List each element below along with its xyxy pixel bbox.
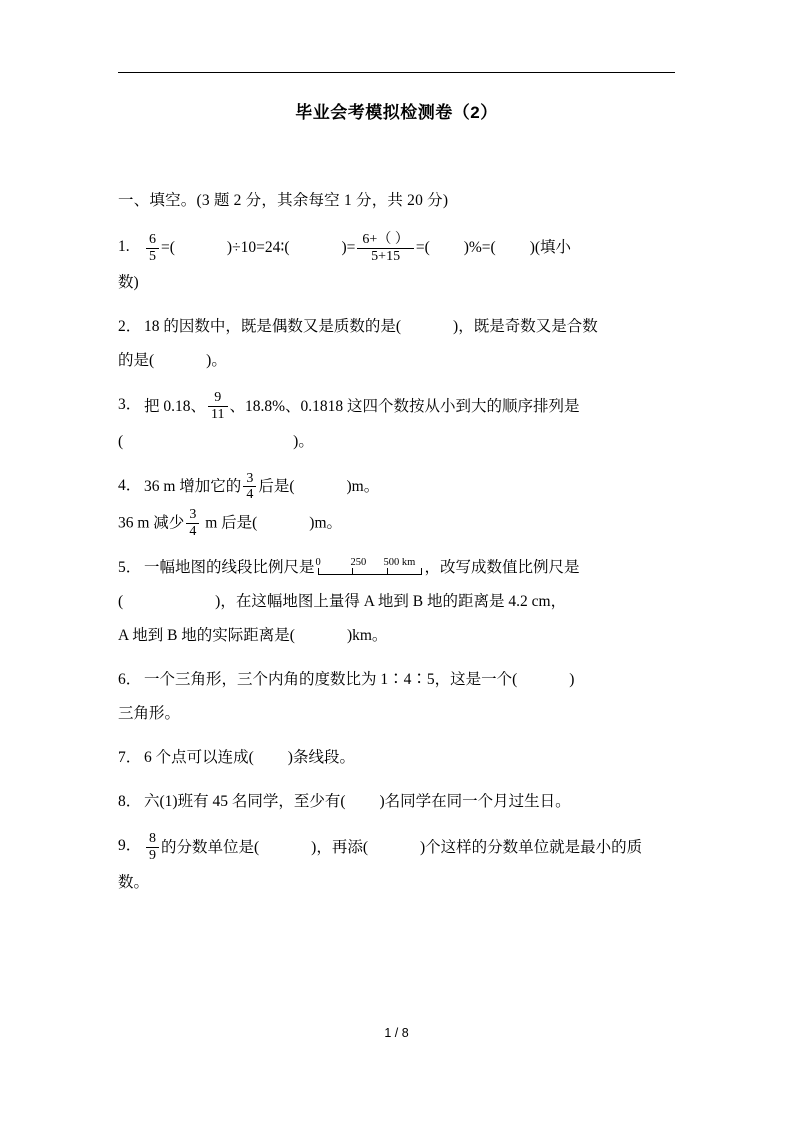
question-6-number: 6．: [118, 671, 142, 689]
question-1-body: [118, 232, 678, 298]
question-8-text-1: 六(1)班有 45 名同学，至少有(: [144, 793, 346, 811]
scale-label-500: 500 km: [383, 557, 416, 569]
question-4-text-5: m 后是(: [201, 514, 258, 532]
question-6-text-2: ): [569, 671, 575, 689]
fraction-numerator: 6: [149, 232, 156, 247]
question-5-text-3: (: [118, 593, 124, 611]
fraction-3-4: [243, 471, 256, 503]
section-heading: 一、填空。(3 题 2 分，其余每空 1 分，共 20 分): [118, 192, 449, 209]
fraction-3-4-b: [186, 507, 199, 539]
fraction-denominator: 4: [186, 523, 199, 540]
question-1-text-6: )(填小: [529, 239, 572, 257]
question-1-text-3: )=: [341, 239, 356, 257]
question-5-text-6: )km。: [346, 627, 388, 645]
scale-bar-tick-mid: [352, 568, 353, 575]
question-7-text-1: 6 个点可以连成(: [144, 749, 254, 767]
question-6-body: [118, 671, 678, 729]
fraction-denominator: 9: [146, 847, 159, 864]
question-1-number: 1.: [118, 238, 130, 255]
question-4-number: 4．: [118, 476, 142, 494]
fraction-9-11: [208, 390, 227, 422]
fraction-6-5: [146, 232, 159, 264]
question-5-number: 5．: [118, 559, 142, 577]
question-3-text-4: )。: [293, 432, 314, 450]
question-7-body: [144, 749, 355, 766]
question-2-line-2: [118, 346, 678, 376]
question-7-text-2: )条线段。: [287, 749, 355, 767]
fraction-numerator: 9: [214, 390, 222, 406]
question-2-text-4: )。: [206, 352, 227, 370]
question-5: [118, 553, 678, 651]
question-2-body: [118, 318, 678, 376]
question-1-text-2: )÷10=24∶(: [226, 239, 290, 257]
question-3-text-2: 、18.8%、0.1818 这四个数按从小到大的顺序排列是: [229, 397, 580, 415]
question-9-body: [118, 831, 678, 898]
question-7: [118, 743, 678, 773]
question-5-text-5: A 地到 B 地的实际距离是(: [118, 627, 295, 645]
fraction-denominator: 11: [208, 406, 227, 423]
question-9-text-4: 数。: [118, 873, 150, 891]
question-1: [118, 232, 678, 298]
question-2-text-3: 的是(: [118, 352, 155, 370]
question-3-text-3: (: [118, 432, 124, 450]
question-5-text-4: )，在这幅地图上量得 A 地到 B 地的距离是 4.2 cm，: [215, 593, 567, 611]
question-3: [118, 390, 678, 456]
question-8-text-2: )名同学在同一个月过生日。: [379, 793, 571, 811]
question-3-text-1: 把 0.18、: [144, 397, 207, 415]
fraction-denominator: 5+15: [357, 248, 413, 265]
question-7-number: 7．: [118, 749, 142, 767]
scale-label-250: 250: [350, 557, 367, 569]
question-9-number: 9．: [118, 837, 142, 855]
fraction-numerator: 6+（ ）: [362, 232, 409, 247]
question-5-body: [118, 559, 678, 651]
question-5-line-3: [118, 621, 678, 651]
question-6: [118, 665, 678, 729]
question-4-text-3: )m。: [346, 478, 380, 496]
question-1-text-4: =(: [415, 239, 430, 257]
question-2: [118, 312, 678, 376]
question-4: [118, 471, 678, 540]
fraction-sum: [357, 232, 413, 264]
question-1-text-1: =(: [161, 239, 175, 257]
question-1-text-5: )%=(: [463, 239, 496, 257]
page-title: 毕业会考模拟检测卷（2）: [295, 103, 498, 122]
question-5-text-1: 一幅地图的线段比例尺是: [144, 559, 315, 577]
fraction-denominator: 4: [243, 486, 256, 503]
question-4-text-2: 后是(: [258, 478, 295, 496]
question-4-body: [118, 470, 678, 539]
fraction-numerator: 8: [149, 831, 156, 847]
question-3-number: 3．: [118, 396, 142, 414]
question-2-number: 2．: [118, 318, 142, 336]
fraction-numerator: 3: [246, 470, 254, 486]
question-5-text-2: ，改写成数值比例尺是: [424, 559, 580, 577]
fraction-denominator: 5: [146, 248, 159, 265]
question-5-line-2: [118, 587, 678, 617]
fraction-8-9: [146, 831, 159, 863]
question-2-text-1: 18 的因数中，既是偶数又是质数的是(: [144, 318, 402, 336]
question-6-text-1: 一个三角形，三个内角的度数比为 1∶4∶5，这是一个(: [144, 671, 518, 689]
scale-bar-tick-end: [387, 568, 388, 575]
question-4-line-2: [118, 507, 678, 539]
question-4-text-6: )m。: [309, 514, 342, 532]
question-1-text-7: 数): [118, 274, 139, 292]
scale-bar-graphic: [315, 556, 422, 578]
scale-label-0: 0: [315, 557, 321, 569]
question-6-text-3: 三角形。: [118, 705, 181, 723]
header-divider: [118, 72, 675, 73]
fraction-numerator: 3: [189, 507, 197, 523]
question-4-text-4: 36 m 减少: [118, 514, 185, 532]
page-footer-number: 1 / 8: [384, 1026, 409, 1040]
question-9: [118, 831, 678, 897]
question-8-body: [144, 793, 571, 810]
scale-bar-rect: [318, 568, 422, 575]
question-9-text-1: 的分数单位是(: [161, 838, 260, 856]
question-3-line-2: [118, 427, 678, 457]
question-2-text-2: )，既是奇数又是合数: [453, 318, 598, 336]
question-3-body: [118, 390, 678, 457]
question-8-number: 8．: [118, 793, 142, 811]
question-9-text-2: )，再添(: [311, 838, 368, 856]
question-list: [118, 232, 678, 912]
question-9-text-3: )个这样的分数单位就是最小的质: [420, 838, 643, 856]
question-4-text-1: 36 m 增加它的: [144, 478, 242, 496]
question-8: [118, 787, 678, 817]
